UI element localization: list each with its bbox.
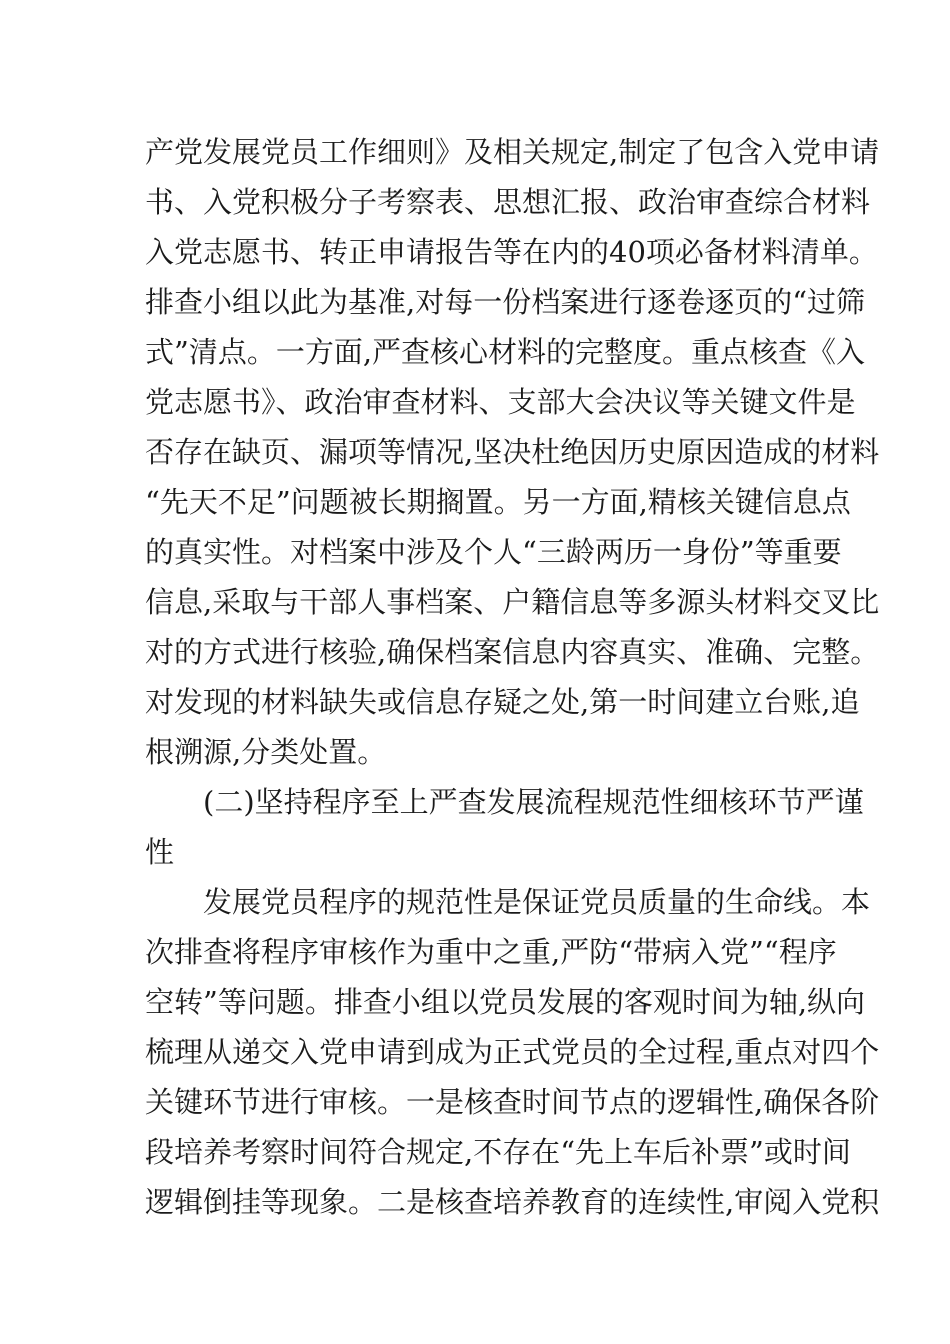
section-heading-line: (二)坚持程序至上严查发展流程规范性细核环节严谨	[203, 785, 864, 819]
body-text-line: 产党发展党员工作细则》及相关规定,制定了包含入党申请	[145, 135, 880, 169]
body-text-line: 党志愿书》、政治审查材料、支部大会决议等关键文件是	[145, 385, 856, 419]
body-text-line: 入党志愿书、转正申请报告等在内的40项必备材料清单。	[145, 235, 878, 269]
section-heading-line: 性	[145, 835, 175, 869]
body-text-line: 逻辑倒挂等现象。二是核查培养教育的连续性,审阅入党积	[145, 1185, 880, 1219]
body-text-line: 的真实性。对档案中涉及个人“三龄两历一身份”等重要	[145, 535, 842, 569]
body-text-line: 信息,采取与干部人事档案、户籍信息等多源头材料交叉比	[145, 585, 880, 619]
body-text-line: 对的方式进行核验,确保档案信息内容真实、准确、完整。	[145, 635, 880, 669]
body-text-line: 根溯源,分类处置。	[145, 735, 387, 769]
body-text-line: 关键环节进行审核。一是核查时间节点的逻辑性,确保各阶	[145, 1085, 880, 1119]
body-text-line: 对发现的材料缺失或信息存疑之处,第一时间建立台账,追	[145, 685, 860, 719]
body-text-line: 排查小组以此为基准,对每一份档案进行逐卷逐页的“过筛	[145, 285, 866, 319]
body-text-line: 梳理从递交入党申请到成为正式党员的全过程,重点对四个	[145, 1035, 880, 1069]
body-text-line: 段培养考察时间符合规定,不存在“先上车后补票”或时间	[145, 1135, 851, 1169]
body-text-line: 空转”等问题。排查小组以党员发展的客观时间为轴,纵向	[145, 985, 866, 1019]
body-text-line: 次排查将程序审核作为重中之重,严防“带病入党”“程序	[145, 935, 837, 969]
body-text-line: 书、入党积极分子考察表、思想汇报、政治审查综合材料	[145, 185, 871, 219]
body-text-line: 式”清点。一方面,严查核心材料的完整度。重点核查《入	[145, 335, 866, 369]
body-text-line: 发展党员程序的规范性是保证党员质量的生命线。本	[203, 885, 871, 919]
body-text-line: 否存在缺页、漏项等情况,坚决杜绝因历史原因造成的材料	[145, 435, 880, 469]
body-text-line: “先天不足”问题被长期搁置。另一方面,精核关键信息点	[145, 485, 851, 519]
